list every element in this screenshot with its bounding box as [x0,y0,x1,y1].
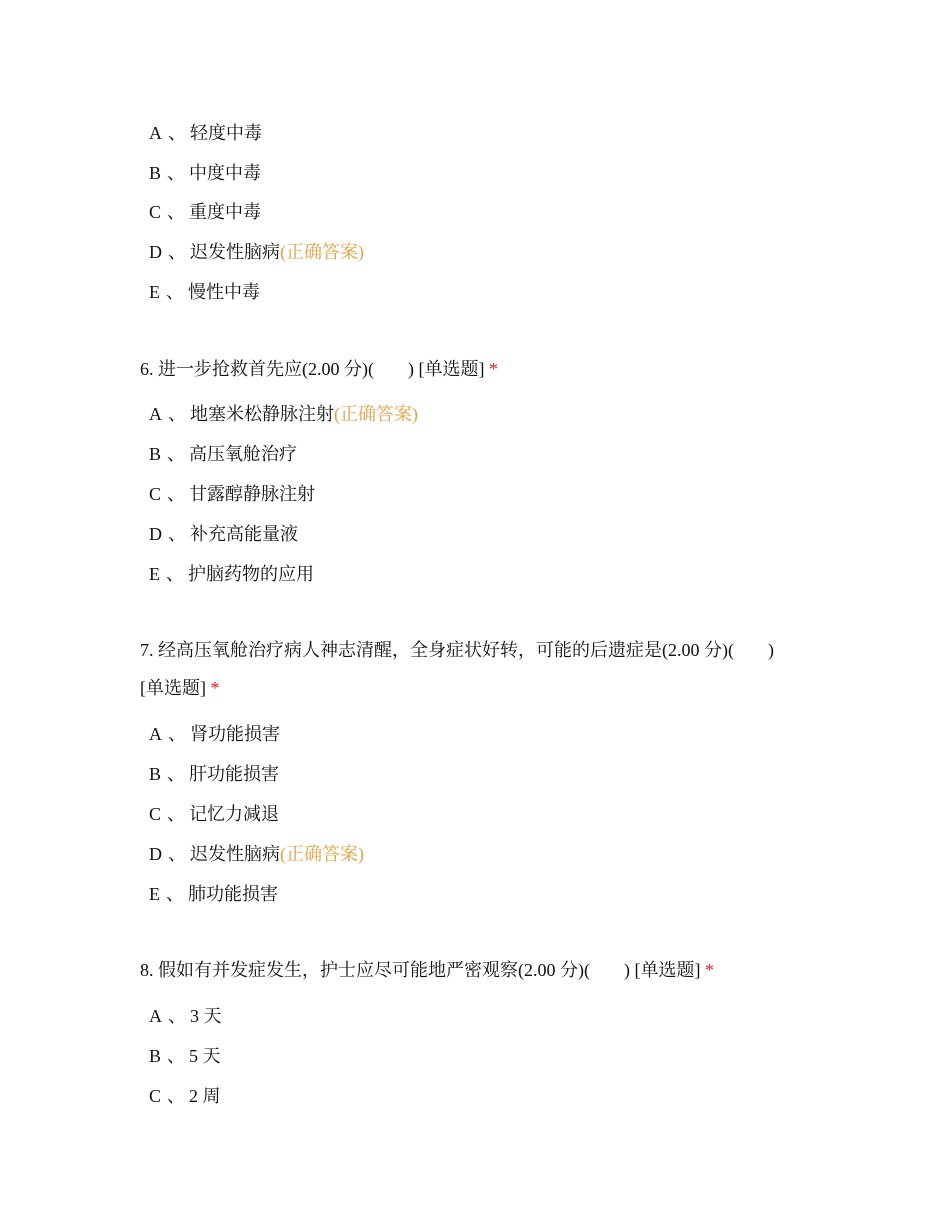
question-text: 7. 经高压氧舱治疗病人神志清醒，全身症状好转，可能的后遗症是(2.00 分)( [140,640,734,660]
option-letter: E [149,884,160,904]
option-letter: B [149,1046,162,1066]
required-mark: * [704,960,714,980]
question-type: [单选题] [140,678,206,698]
option-separator: 、 [168,524,186,544]
q6-option-b [149,442,297,466]
q6-option-a [149,402,418,426]
option-text: 轻度中毒 [190,123,262,143]
option-separator: 、 [167,163,186,183]
q7-option-b [149,762,279,786]
correct-answer-mark: (正确答案) [334,404,418,424]
option-letter: A [149,724,162,744]
q8-option-c [149,1084,221,1108]
question-type: ) [单选题] [623,960,701,980]
option-text: 地塞米松静脉注射 [190,404,334,424]
option-separator: 、 [167,764,186,784]
option-text: 补充高能量液 [190,524,298,544]
option-separator: 、 [167,804,186,824]
q7-option-e [149,882,278,906]
question-close-paren: ) [767,640,774,660]
required-mark: * [488,359,498,379]
option-text: 肺功能损害 [188,884,278,904]
q5-option-b [149,161,261,185]
question-text: 8. 假如有并发症发生，护士应尽可能地严密观察(2.00 分)( [140,960,590,980]
question-6-stem [140,350,820,388]
option-letter: E [149,282,160,302]
required-mark: * [210,678,220,698]
option-text: 肝功能损害 [189,764,280,784]
q7-option-a [149,722,280,746]
q8-option-b [149,1044,221,1068]
option-separator: 、 [168,404,186,424]
option-separator: 、 [166,884,184,904]
option-text: 护脑药物的应用 [188,564,314,584]
q6-option-d [149,522,298,546]
option-separator: 、 [167,202,186,222]
option-letter: D [149,844,162,864]
q5-option-e [149,280,260,304]
q8-option-a [149,1004,222,1028]
q6-option-e [149,562,314,586]
option-text: 肾功能损害 [190,724,280,744]
q7-option-d [149,842,364,866]
option-separator: 、 [167,1046,186,1066]
option-letter: A [149,123,162,143]
option-text: 甘露醇静脉注射 [189,484,316,504]
question-line-2 [140,669,810,707]
question-7-stem [140,631,810,707]
correct-answer-mark: (正确答案) [280,242,364,262]
option-text: 高压氧舱治疗 [189,444,298,464]
option-letter: C [149,1086,162,1106]
option-separator: 、 [168,1006,186,1026]
q5-option-d [149,240,364,264]
q5-option-c [149,200,261,224]
option-text: 5 天 [189,1046,221,1066]
option-separator: 、 [168,844,186,864]
option-letter: A [149,1006,162,1026]
option-separator: 、 [167,444,186,464]
option-letter: D [149,242,162,262]
option-separator: 、 [168,123,186,143]
option-text: 迟发性脑病 [190,242,280,262]
option-letter: C [149,804,162,824]
option-text: 3 天 [190,1006,222,1026]
option-letter: B [149,764,162,784]
question-8-stem [140,951,820,989]
option-text: 迟发性脑病 [190,844,280,864]
option-text: 重度中毒 [189,202,262,222]
option-separator: 、 [167,1086,186,1106]
option-letter: A [149,404,162,424]
option-text: 中度中毒 [189,163,262,183]
question-text: 6. 进一步抢救首先应(2.00 分)( [140,359,374,379]
option-separator: 、 [167,484,186,504]
option-separator: 、 [168,242,186,262]
option-separator: 、 [166,564,184,584]
option-letter: B [149,163,162,183]
option-letter: D [149,524,162,544]
q7-option-c [149,802,279,826]
question-type: ) [单选题] [407,359,485,379]
option-separator: 、 [168,724,186,744]
option-separator: 、 [166,282,184,302]
option-letter: B [149,444,162,464]
option-text: 慢性中毒 [188,282,260,302]
option-letter: C [149,484,162,504]
question-line-1 [140,631,810,669]
q6-option-c [149,482,315,506]
option-letter: C [149,202,162,222]
option-text: 记忆力减退 [189,804,280,824]
correct-answer-mark: (正确答案) [280,844,364,864]
q5-option-a [149,121,262,145]
option-letter: E [149,564,160,584]
option-text: 2 周 [189,1086,221,1106]
